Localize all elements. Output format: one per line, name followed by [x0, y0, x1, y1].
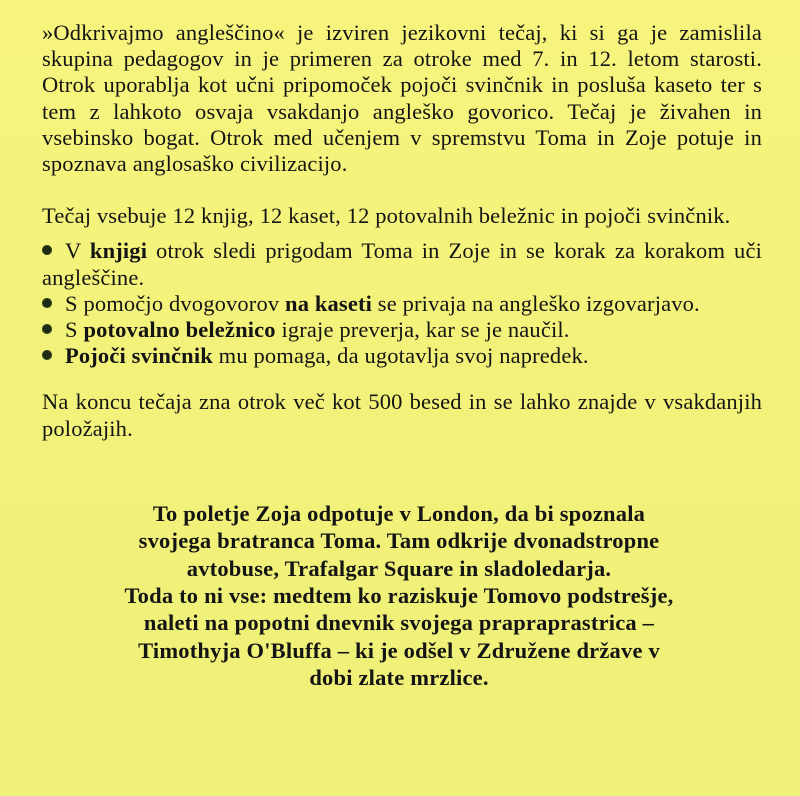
list-item — [42, 238, 762, 290]
feature-highlight: knjigi — [89, 238, 148, 264]
story-line: Timothyja O'Bluffa – ki je odšel v Združene države v — [138, 637, 660, 663]
intro-paragraph: »Odkrivajmo angleščino« je izviren jezikovni tečaj, ki si ga je zamislila skupina pedagogov in je primeren za otroke med 7. in 12. letom starosti. Otrok uporablja kot učni pripomoček pojoči svinčnik in posluša kaseto ter s tem z lahkoto osvaja vsakdanjo angleško govorico. Tečaj je živahen in vsebinsko bogat. Otrok med učenjem v spremstvu Toma in Zoje potuje in spoznava anglosaško civilizacijo. — [42, 20, 762, 177]
feature-prefix: S — [65, 317, 84, 343]
bullet-icon — [42, 245, 52, 255]
story-line: Toda to ni vse: medtem ko raziskuje Tomovo podstrešje, — [124, 583, 674, 609]
feature-text: se privaja na angleško izgovarjavo. — [372, 290, 700, 316]
list-item — [42, 291, 762, 317]
list-item — [42, 317, 762, 343]
story-blurb — [42, 500, 762, 692]
feature-text: mu pomaga, da ugotavlja svoj napredek. — [212, 343, 589, 369]
feature-highlight: Pojoči svinčnik — [65, 343, 213, 369]
list-item — [42, 343, 762, 369]
story-line: To poletje Zoja odpotuje v London, da bi spoznala — [152, 500, 646, 526]
feature-prefix: V — [65, 238, 90, 264]
bullet-icon — [42, 350, 52, 360]
course-contents-paragraph: Tečaj vsebuje 12 knjig, 12 kaset, 12 potovalnih beležnic in pojoči svinčnik. — [42, 203, 731, 229]
conclusion-paragraph: Na koncu tečaja zna otrok več kot 500 besed in se lahko znajde v vsakdanjih položajih. — [42, 389, 762, 441]
features-list — [42, 238, 762, 369]
bullet-icon — [42, 298, 52, 308]
story-line: dobi zlate mrzlice. — [309, 665, 489, 691]
feature-text: otrok sledi prigodam Toma in Zoje in se korak za korakom uči angleščine. — [42, 238, 762, 290]
feature-highlight: na kaseti — [285, 290, 373, 316]
bullet-icon — [42, 324, 52, 334]
story-line: svojega bratranca Toma. Tam odkrije dvonadstropne — [138, 528, 660, 554]
story-line: naleti na popotni dnevnik svojega prapraprastrica – — [143, 610, 655, 636]
feature-prefix: S pomočjo dvogovorov — [65, 290, 286, 316]
story-line: avtobuse, Trafalgar Square in sladoledarja. — [186, 555, 612, 581]
feature-highlight: potovalno beležnico — [83, 317, 276, 343]
feature-text: igraje preverja, kar se je naučil. — [275, 317, 570, 343]
